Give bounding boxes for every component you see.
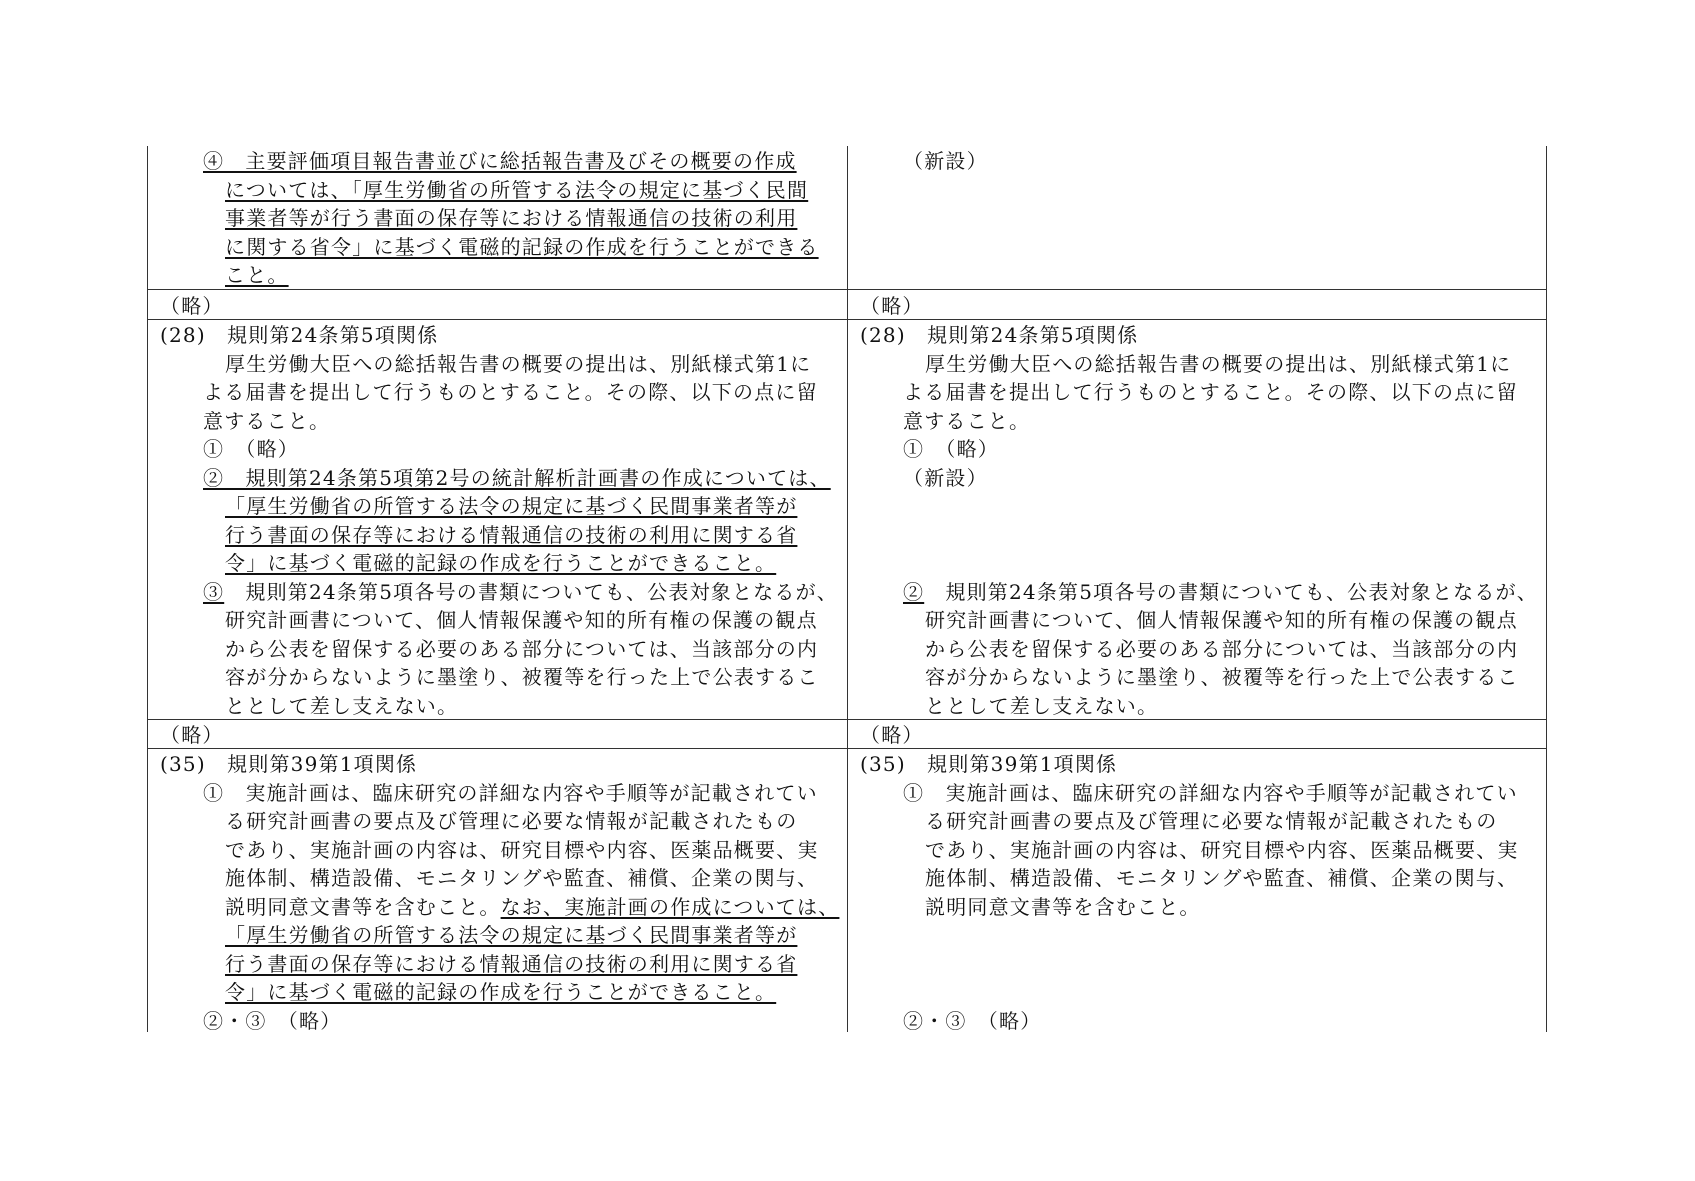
right-row5-heading: (35) 規則第39第1項関係 — [860, 752, 1118, 776]
left-row5-item1-line1: ① 実施計画は、臨床研究の詳細な内容や手順等が記載されてい — [203, 780, 818, 805]
left-row3-item1: ① （略） — [203, 437, 299, 461]
right-row3-heading: (28) 規則第24条第5項関係 — [860, 323, 1139, 347]
right-row2-omitted — [860, 292, 924, 321]
right-row3-item2-line4: 容が分からないように墨塗り、被覆等を行った上で公表するこ — [925, 665, 1519, 689]
right-row3-item2-first: 規則第24条第5項各号の書類についても、公表対象となるが、 — [924, 579, 1538, 604]
left-row5-item1-line5-plain: 説明同意文書等を含むこと。 — [225, 894, 501, 919]
left-row5-item1-line2: る研究計画書の要点及び管理に必要な情報が記載されたもの — [225, 809, 798, 833]
left-row3-heading: (28) 規則第24条第5項関係 — [160, 323, 439, 347]
left-row3-item3-line1 — [160, 578, 838, 607]
left-row2-omitted — [160, 292, 224, 321]
left-row3-item2-line3: 行う書面の保存等における情報通信の技術の利用に関する省 — [225, 522, 798, 547]
left-row5-item1-line5-underlined: なお、実施計画の作成については、 — [500, 894, 840, 919]
right-row3-item2-line5: ととして差し支えない。 — [925, 693, 1159, 718]
table-border-right — [1546, 146, 1547, 1032]
left-row5-section35 — [160, 750, 839, 1035]
left-row3-para-line1: 厚生労働大臣への総括報告書の概要の提出は、別紙様式第1に — [225, 351, 812, 376]
left-row5-heading: (35) 規則第39第1項関係 — [160, 752, 418, 776]
left-row3-item2-line1: ② 規則第24条第5項第2号の統計解析計画書の作成については、 — [203, 465, 831, 490]
right-row3-para-line2: よる届書を提出して行うものとすること。その際、以下の点に留 — [903, 380, 1518, 404]
left-row5-item1-line6: 「厚生労働省の所管する法令の規定に基づく民間事業者等が — [225, 923, 798, 947]
left-row3-item3-line2: 研究計画書について、個人情報保護や知的所有権の保護の観点 — [225, 608, 818, 632]
left-row3-item3-first: 規則第24条第5項各号の書類についても、公表対象となるが、 — [224, 579, 838, 604]
left-row3-item3-marker: ③ — [203, 579, 225, 604]
left-row3-item2-line2: 「厚生労働省の所管する法令の規定に基づく民間事業者等が — [225, 494, 798, 518]
left-row4-omitted — [160, 721, 224, 750]
right-row3-para-line1: 厚生労働大臣への総括報告書の概要の提出は、別紙様式第1に — [925, 351, 1512, 376]
right-row3-new: （新設） — [903, 465, 988, 490]
left-row5-item23: ②・③ （略） — [203, 1008, 342, 1033]
left-row3-item3-line4: 容が分からないように墨塗り、被覆等を行った上で公表するこ — [225, 665, 819, 689]
right-row5-spacer-2 — [860, 950, 1519, 979]
left-row3-para-line2: よる届書を提出して行うものとすること。その際、以下の点に留 — [203, 380, 818, 404]
right-row3-item2-marker: ② — [903, 579, 925, 604]
left-row5-item1-line3: であり、実施計画の内容は、研究目標や内容、医薬品概要、実 — [225, 837, 819, 862]
right-row1-text: （新設） — [903, 149, 988, 173]
right-row3-item1: ① （略） — [903, 437, 999, 461]
left-row1-line1: ④ 主要評価項目報告書並びに総括報告書及びその概要の作成 — [203, 149, 797, 173]
left-row5-item1-line7: 行う書面の保存等における情報通信の技術の利用に関する省 — [225, 951, 798, 976]
right-row3-section28 — [860, 321, 1538, 720]
right-row5-item1-line4: 施体制、構造設備、モニタリングや監査、補償、企業の関与、 — [925, 866, 1519, 890]
left-row1-item4 — [203, 147, 819, 290]
right-row3-item2-line1 — [860, 578, 1538, 607]
right-row5-item1-line2: る研究計画書の要点及び管理に必要な情報が記載されたもの — [925, 809, 1498, 833]
left-row5-item1-line5 — [160, 893, 839, 922]
left-row1-line5: こと。 — [225, 263, 289, 287]
right-row5-spacer-1 — [860, 921, 1519, 950]
right-row3-spacer-1 — [860, 492, 1538, 521]
right-row4-omitted — [860, 721, 924, 750]
left-row1-line2: については、「厚生労働省の所管する法令の規定に基づく民間 — [225, 177, 809, 202]
left-row5-item1-line4: 施体制、構造設備、モニタリングや監査、補償、企業の関与、 — [225, 866, 819, 890]
left-row3-section28 — [160, 321, 838, 720]
right-row5-item1-line1: ① 実施計画は、臨床研究の詳細な内容や手順等が記載されてい — [903, 780, 1518, 805]
right-row3-spacer-3 — [860, 549, 1538, 578]
right-row4-text: （略） — [860, 723, 924, 747]
row-divider-4 — [147, 748, 1546, 749]
right-row3-item2-line3: から公表を留保する必要のある部分については、当該部分の内 — [925, 636, 1519, 661]
left-row5-item1-line8: 令」に基づく電磁的記録の作成を行うことができること。 — [225, 980, 777, 1004]
left-row2-text: （略） — [160, 294, 224, 318]
row-divider-2 — [147, 319, 1546, 320]
left-row3-para-line3: 意すること。 — [203, 408, 331, 433]
right-row3-spacer-2 — [860, 521, 1538, 550]
right-row3-item2-line2: 研究計画書について、個人情報保護や知的所有権の保護の観点 — [925, 608, 1518, 632]
left-row3-item3-line3: から公表を留保する必要のある部分については、当該部分の内 — [225, 636, 819, 661]
right-row5-spacer-3 — [860, 978, 1519, 1007]
left-row4-text: （略） — [160, 723, 224, 747]
table-border-left — [147, 146, 148, 1032]
left-row3-item3-line5: ととして差し支えない。 — [225, 693, 459, 718]
right-row1-new — [903, 147, 988, 176]
left-row3-item2-line4: 令」に基づく電磁的記録の作成を行うことができること。 — [225, 551, 777, 575]
right-row5-item1-line3: であり、実施計画の内容は、研究目標や内容、医薬品概要、実 — [925, 837, 1519, 862]
right-row3-para-line3: 意すること。 — [903, 408, 1031, 433]
table-divider-center — [847, 146, 848, 1032]
right-row2-text: （略） — [860, 294, 924, 318]
right-row5-item1-line5: 説明同意文書等を含むこと。 — [925, 894, 1201, 919]
right-row5-item23: ②・③ （略） — [903, 1008, 1042, 1033]
right-row5-section35 — [860, 750, 1519, 1035]
left-row1-line4: に関する省令」に基づく電磁的記録の作成を行うことができる — [225, 234, 819, 259]
left-row1-line3: 事業者等が行う書面の保存等における情報通信の技術の利用 — [225, 206, 798, 230]
